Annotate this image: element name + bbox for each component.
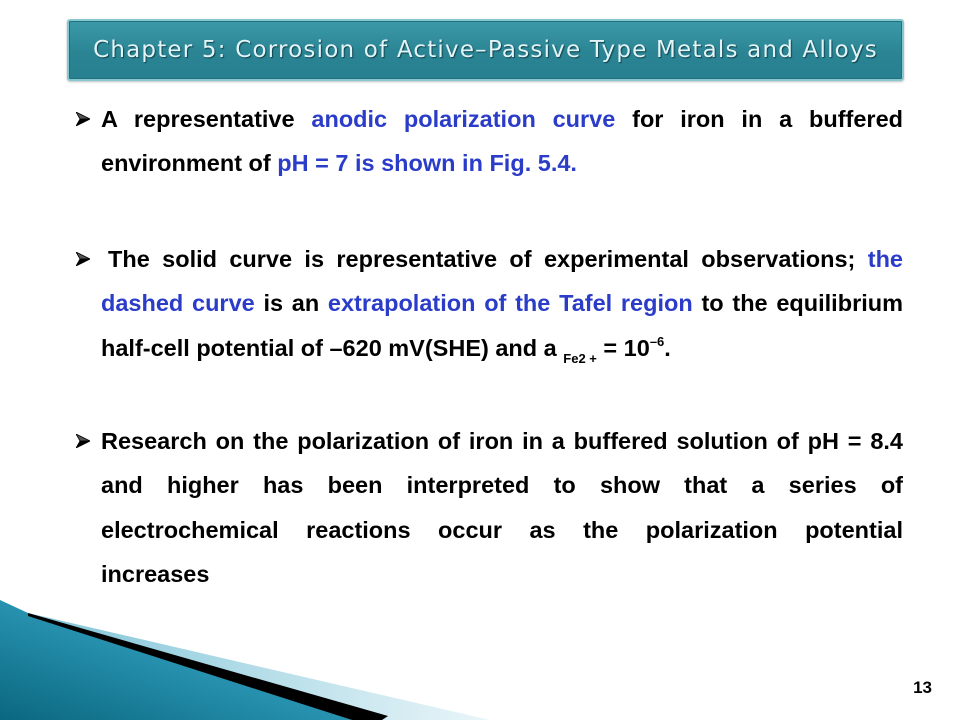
highlighted-text: pH = 7 is shown in Fig. 5.4. (277, 150, 577, 177)
text-segment: for iron in a buffered (615, 106, 904, 132)
arrowhead-bullet-icon (76, 112, 90, 126)
highlighted-text: extrapolation of the Tafel region (327, 290, 693, 317)
bullet-line (101, 419, 903, 463)
text-segment: Research on the polarization of iron in a buffered solution of pH = 8.4 (101, 428, 903, 454)
superscript-text: –6 (649, 333, 665, 349)
text-segment: . (664, 334, 671, 361)
text-segment: and higher has been interpreted to show that a series of (101, 472, 903, 499)
bullet-line (101, 508, 903, 552)
arrowhead-bullet-icon (76, 434, 90, 448)
page-number: 13 (913, 678, 932, 697)
highlighted-text: the (867, 246, 903, 272)
bullet-line (101, 463, 903, 507)
text-segment: to the equilibrium (692, 290, 903, 317)
bullet-item (101, 237, 903, 370)
text-segment: The solid curve is representative of experimental observations; (108, 246, 868, 272)
text-segment: electrochemical reactions occur as the polarization potential (101, 516, 903, 543)
arrowhead-bullet-icon (76, 252, 90, 266)
bullet-item (101, 97, 903, 186)
subscript-text: Fe2 + (563, 350, 597, 366)
bullet-line (101, 326, 903, 370)
bullet-line (101, 237, 903, 281)
bullet-line (101, 281, 903, 325)
highlighted-text: anodic polarization curve (311, 106, 616, 132)
text-segment: = 10 (596, 334, 650, 361)
text-segment: increases (101, 560, 210, 587)
bullet-line (101, 552, 903, 596)
text-segment: half-cell potential of –620 mV(SHE) and a (101, 334, 564, 361)
bullet-line (101, 141, 903, 185)
title-bar (67, 19, 904, 81)
bullet-line (101, 97, 903, 141)
slide-title: Chapter 5: Corrosion of Active–Passive Type Metals and Alloys (93, 37, 878, 63)
text-segment: is an (254, 290, 328, 317)
bullet-item (101, 419, 903, 596)
text-segment: A representative (101, 106, 312, 132)
text-segment: environment of (101, 150, 278, 177)
highlighted-text: dashed curve (101, 290, 255, 317)
